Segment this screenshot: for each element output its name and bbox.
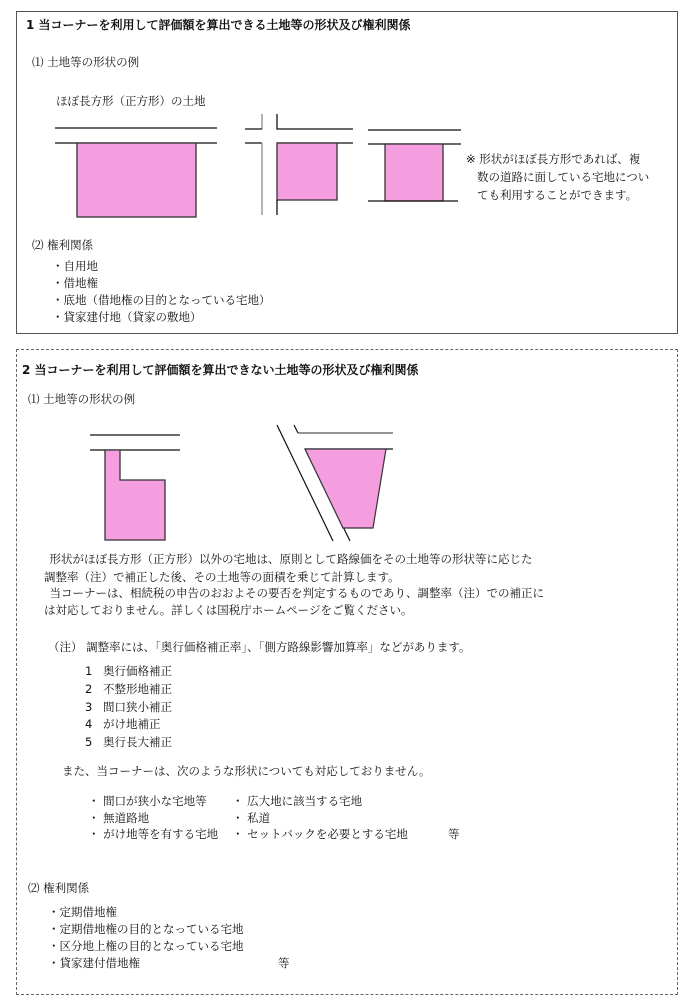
unsupported-item: ・ 私道: [232, 811, 271, 825]
right-item: ・貸家建付借地権: [48, 956, 140, 970]
right-item: ・底地（借地権の目的となっている宅地）: [52, 293, 271, 307]
adjustment-number: 5: [85, 735, 93, 749]
adjustment-label: 奥行価格補正: [103, 664, 172, 678]
right-item: ・定期借地権の目的となっている宅地: [48, 922, 244, 936]
explanation-line: は対応しておりません。詳しくは国税庁ホームページをご覧ください。: [44, 603, 413, 617]
right-item: ・定期借地権: [48, 905, 117, 919]
adjustment-label: がけ地補正: [103, 717, 161, 731]
section1-title: 1 当コーナーを利用して評価額を算出できる土地等の形状及び権利関係: [26, 18, 411, 32]
adjustment-label: 間口狭小補正: [103, 700, 172, 714]
unsupported-item: ・ 間口が狭小な宅地等: [88, 794, 207, 808]
adjustment-label: 不整形地補正: [103, 682, 172, 696]
note-line-1: ※ 形状がほぼ長方形であれば、複: [466, 152, 641, 166]
right-item: ・自用地: [52, 259, 98, 273]
unsupported-etc: 等: [448, 827, 460, 841]
section2-title: 2 当コーナーを利用して評価額を算出できない土地等の形状及び権利関係: [22, 363, 419, 377]
adjustment-number: 1: [85, 664, 93, 678]
adjustment-number: 4: [85, 717, 93, 731]
adjustment-rate-note: （注） 調整率には、「奥行価格補正率」、「側方路線影響加算率」などがあります。: [48, 640, 471, 654]
unsupported-item: ・ 広大地に該当する宅地: [232, 794, 363, 808]
note-line-2: 数の道路に面している宅地につい: [477, 170, 650, 184]
adjustment-label: 奥行長大補正: [103, 735, 172, 749]
explanation-line: 当コーナーは、相続税の申告のおおよその要否を判定するものであり、調整率（注）での補正に: [38, 586, 544, 600]
unsupported-item: ・ がけ地等を有する宅地: [88, 827, 219, 841]
unsupported-intro: また、当コーナーは、次のような形状についても対応しておりません。: [62, 764, 431, 778]
section2-shapes-heading: ⑴ 土地等の形状の例: [28, 392, 136, 406]
unsupported-item: ・ 無道路地: [88, 811, 150, 825]
section2-rights-heading: ⑵ 権利関係: [28, 881, 90, 895]
section1-rights-heading: ⑵ 権利関係: [32, 238, 94, 252]
right-item: ・借地権: [52, 276, 98, 290]
explanation-line: 形状がほぼ長方形（正方形）以外の宅地は、原則として路線価をその土地等の形状等に応じた: [38, 552, 533, 566]
rights-etc: 等: [278, 956, 290, 970]
section1-shapes-heading: ⑴ 土地等の形状の例: [32, 55, 140, 69]
adjustment-number: 3: [85, 700, 93, 714]
rectangle-lot-caption: ほぼ長方形（正方形）の土地: [56, 94, 206, 108]
adjustment-number: 2: [85, 682, 93, 696]
right-item: ・区分地上権の目的となっている宅地: [48, 939, 244, 953]
unsupported-item: ・ セットバックを必要とする宅地: [232, 827, 408, 841]
explanation-line: 調整率（注）で補正した後、その土地等の面積を乗じて計算します。: [44, 570, 400, 584]
right-item: ・貸家建付地（貸家の敷地）: [52, 310, 202, 324]
note-line-3: ても利用することができます。: [477, 188, 638, 202]
